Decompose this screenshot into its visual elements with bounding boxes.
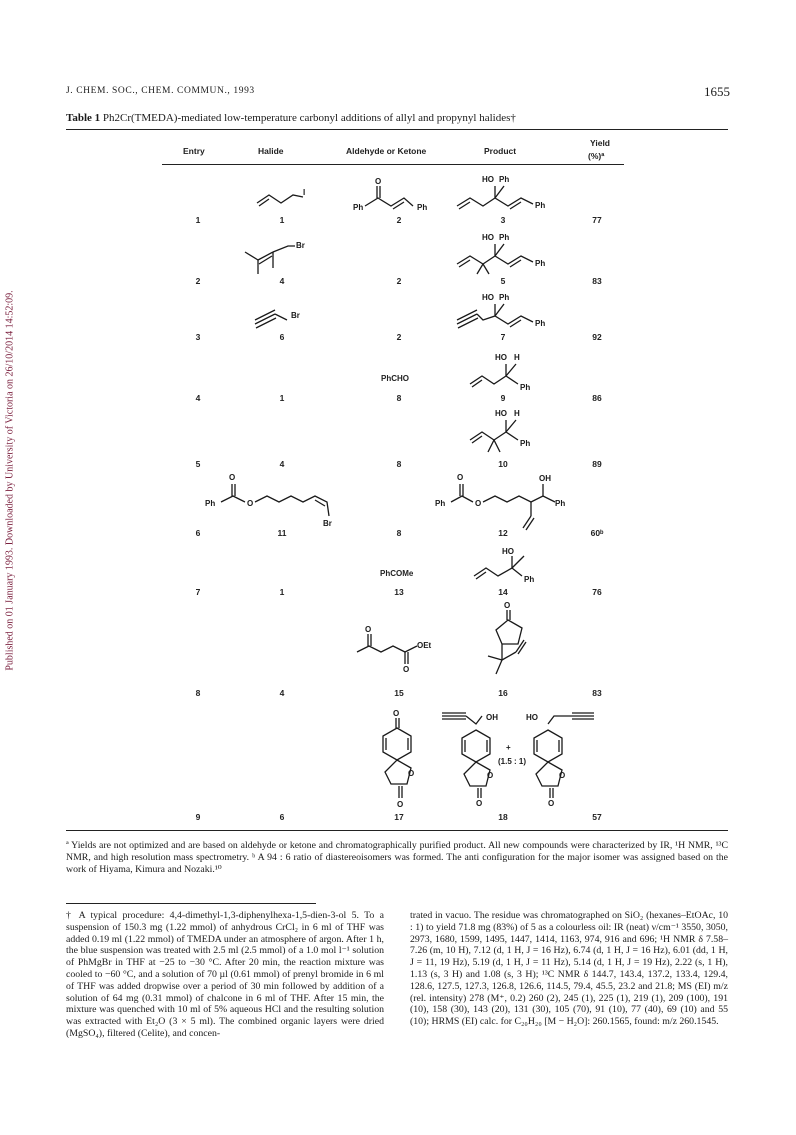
dienone-17-structure	[377, 708, 427, 813]
svg-text:Ph: Ph	[499, 175, 510, 184]
svg-text:I: I	[303, 188, 306, 197]
product-14-structure	[472, 542, 557, 587]
product-12-structure	[435, 472, 575, 534]
procedure-text-left: † A typical procedure: 4,4-dimethyl-1,3-diphenylhexa-1,5-dien-3-ol 5. To a suspension of 150.3 mg (1.22 mmol) of anhydrous CrCl₂ in 6 ml of THF was added 0.19 ml (1.22 mmol) of TMEDA under an atmosphere of argon. After 1 h, the blue suspension was treated with 2.5 ml (2.5 mmol) of a 1.0 mol l⁻¹ solution of PhMgBr in THF at −25 to −30 °C. After 20 min, the reaction mixture was cooled to −60 °C, and a solution of 70 µl (0.61 mmol) of prenyl bromide in 6 ml of THF was added dropwise over a period of 30 min followed by addition of a solution of 64 mg (0.31 mmol) of chalcone in 6 ml of THF. After 15 min, the mixture was quenched with 10 ml of 5% aqueous HCl and the resulting solution was extracted with Et₂O (3 × 5 ml). The combined organic layers were dried (MgSO₄), filtered (Celite), and concen-	[66, 910, 384, 1039]
row-7-entry: 7	[195, 587, 201, 597]
svg-text:O: O	[229, 473, 236, 482]
bromide-11-structure	[205, 472, 355, 537]
row-7-carbonyl: 13	[394, 587, 404, 597]
row-5-product: 10	[498, 459, 508, 469]
svg-text:HO: HO	[495, 353, 507, 362]
svg-text:HO: HO	[482, 233, 494, 242]
row-1-yield: 77	[592, 215, 602, 225]
row-3-entry: 3	[195, 332, 201, 342]
svg-text:HO: HO	[482, 175, 494, 184]
row-2-carbonyl: 2	[396, 276, 402, 286]
row-9-entry: 9	[195, 812, 201, 822]
row-1-entry: 1	[195, 215, 201, 225]
svg-text:O: O	[476, 799, 483, 808]
table-label: Table 1	[66, 112, 101, 124]
row-5-halide: 4	[279, 459, 285, 469]
header-halide: Halide	[258, 146, 284, 156]
row-5-entry: 5	[195, 459, 201, 469]
row-6-product: 12	[498, 528, 508, 538]
svg-text:O: O	[397, 800, 404, 809]
svg-text:O: O	[365, 625, 372, 634]
allyl-iodide-structure	[255, 183, 315, 213]
header-yield-unit: (%)ª	[588, 151, 605, 161]
header-rule	[162, 164, 624, 165]
svg-text:HO: HO	[482, 293, 494, 302]
running-head: J. CHEM. SOC., CHEM. COMMUN., 1993	[66, 86, 255, 96]
svg-text:O: O	[375, 177, 382, 186]
svg-text:(1.5 : 1): (1.5 : 1)	[498, 757, 527, 766]
product-9-structure	[468, 350, 553, 395]
procedure-column-right	[410, 910, 728, 1028]
ester-15-structure	[353, 622, 453, 672]
svg-text:HO: HO	[526, 713, 538, 722]
svg-text:Ph: Ph	[499, 233, 510, 242]
row-2-entry: 2	[195, 276, 201, 286]
row-8-yield: 83	[592, 688, 602, 698]
svg-text:H: H	[514, 409, 520, 418]
product-7-structure	[455, 290, 555, 335]
svg-text:O: O	[393, 709, 400, 718]
svg-text:H: H	[514, 353, 520, 362]
procedure-text-right: trated in vacuo. The residue was chromatographed on SiO₂ (hexanes–EtOAc, 10 : 1) to yield 71.8 mg (83%) of 5 as a colourless oil: IR (neat) ν/cm⁻¹ 3550, 3050, 2973, 1680, 1599, 1495, 1447, 1414, 1163, 974, 916 and 696; ¹H NMR δ 7.58–7.26 (m, 10 H), 7.12 (d, 1 H, J = 16 Hz), 6.74 (d, 1 H, J = 16 Hz), 6.01 (dd, 1 H, J = 11, 19 Hz), 5.19 (d, 1 H, J = 11 Hz), 5.14 (d, 1 H, J = 19 Hz), 2.22 (s, 1 H), 1.13 (s, 3 H) and 1.08 (s, 3 H); ¹³C NMR δ 144.7, 143.4, 137.2, 133.4, 129.4, 128.6, 127.5, 127.3, 126.8, 126.6, 114.5, 79.4, 45.5, 23.2 and 21.8; MS (EI) m/z (rel. intensity) 278 (M⁺, 0.2) 260 (2), 245 (1), 225 (1), 219 (1), 209 (100), 191 (10), 158 (30), 143 (20), 131 (30), 105 (70), 91 (10), 77 (40), 69 (10) and 55 (10); HRMS (EI) calc. for C₂₀H₂₀ [M − H₂O]: 260.1565, found: m/z 260.1545.	[410, 910, 728, 1028]
row-1-carbonyl: 2	[396, 215, 402, 225]
lactone-16-structure	[482, 600, 562, 680]
page-number: 1655	[704, 84, 730, 99]
svg-text:Ph: Ph	[524, 575, 535, 584]
product-3-structure	[455, 172, 555, 212]
row-8-halide: 4	[279, 688, 285, 698]
row-6-carbonyl: 8	[396, 528, 402, 538]
table-bottom-rule	[66, 830, 728, 831]
svg-text:O: O	[504, 601, 511, 610]
row-7-halide: 1	[279, 587, 285, 597]
row-7-yield: 76	[592, 587, 602, 597]
svg-text:O: O	[548, 799, 555, 808]
svg-text:Ph: Ph	[535, 319, 546, 328]
svg-text:OEt: OEt	[417, 641, 432, 650]
acetophenone-label: PhCOMe	[380, 569, 414, 578]
row-3-halide: 6	[279, 332, 285, 342]
row-4-halide: 1	[279, 393, 285, 403]
propargyl-bromide-structure	[253, 302, 313, 332]
table-title: Ph2Cr(TMEDA)-mediated low-temperature carbonyl additions of allyl and propynyl halides†	[102, 112, 516, 124]
row-8-entry: 8	[195, 688, 201, 698]
svg-text:O: O	[475, 499, 482, 508]
svg-text:Ph: Ph	[205, 499, 216, 508]
svg-text:Br: Br	[323, 519, 332, 528]
row-5-yield: 89	[592, 459, 602, 469]
row-6-halide: 11	[277, 528, 287, 538]
svg-text:Ph: Ph	[417, 203, 428, 212]
row-9-halide: 6	[279, 812, 285, 822]
table-caption	[66, 112, 516, 124]
svg-text:Ph: Ph	[353, 203, 364, 212]
benzaldehyde-label: PhCHO	[381, 374, 409, 383]
svg-text:O: O	[559, 771, 566, 780]
header-entry: Entry	[183, 146, 205, 156]
row-7-product: 14	[498, 587, 508, 597]
row-9-yield: 57	[592, 812, 602, 822]
row-4-product: 9	[500, 393, 506, 403]
product-10-structure	[468, 406, 553, 461]
row-5-carbonyl: 8	[396, 459, 402, 469]
product-18-structure	[442, 710, 602, 810]
row-9-carbonyl: 17	[394, 812, 404, 822]
chalcone-structure	[353, 176, 443, 216]
svg-text:O: O	[403, 665, 410, 674]
row-6-yield: 60ᵇ	[590, 528, 604, 538]
table-footnote: ª Yields are not optimized and are based on aldehyde or ketone and chromatographically purified product. All new compounds were characterized by IR, ¹H NMR, ¹³C NMR, and high resolution mass spectrometry. ᵇ A 94 : 6 ratio of diastereoisomers was formed. The anti configuration for the major isomer was assigned based on the work of Hiyama, Kimura and Nozaki.¹⁰	[66, 840, 728, 875]
svg-text:+: +	[506, 743, 511, 752]
svg-text:Ph: Ph	[520, 383, 531, 392]
header-product: Product	[484, 146, 517, 156]
svg-text:Ph: Ph	[555, 499, 566, 508]
row-3-product: 7	[500, 332, 506, 342]
procedure-column-left	[66, 910, 384, 1040]
download-note: Published on 01 January 1993. Downloaded by University of Victoria on 26/10/2014 14:52:09.	[4, 289, 16, 671]
svg-text:Ph: Ph	[499, 293, 510, 302]
svg-text:O: O	[247, 499, 254, 508]
svg-text:HO: HO	[502, 547, 514, 556]
svg-text:O: O	[457, 473, 464, 482]
svg-text:HO: HO	[495, 409, 507, 418]
row-1-product: 3	[500, 215, 506, 225]
row-2-halide: 4	[279, 276, 285, 286]
row-6-entry: 6	[195, 528, 201, 538]
row-4-carbonyl: 8	[396, 393, 402, 403]
svg-text:OH: OH	[486, 713, 498, 722]
row-9-product: 18	[498, 812, 508, 822]
svg-text:Ph: Ph	[435, 499, 446, 508]
svg-text:O: O	[487, 771, 494, 780]
prenyl-bromide-structure	[243, 240, 318, 280]
table-top-rule	[66, 129, 728, 130]
product-5-structure	[455, 230, 555, 275]
svg-text:OH: OH	[539, 474, 551, 483]
row-4-entry: 4	[195, 393, 201, 403]
row-4-yield: 86	[592, 393, 602, 403]
row-1-halide: 1	[279, 215, 285, 225]
svg-text:O: O	[408, 769, 415, 778]
row-8-product: 16	[498, 688, 508, 698]
svg-text:Ph: Ph	[535, 201, 546, 210]
footnote-rule	[66, 903, 316, 904]
svg-text:Ph: Ph	[520, 439, 531, 448]
row-8-carbonyl: 15	[394, 688, 404, 698]
row-3-yield: 92	[592, 332, 602, 342]
svg-text:Ph: Ph	[535, 259, 546, 268]
header-carbonyl: Aldehyde or Ketone	[346, 146, 427, 156]
row-2-product: 5	[500, 276, 506, 286]
svg-text:Br: Br	[291, 311, 300, 320]
download-watermark	[0, 270, 20, 690]
row-3-carbonyl: 2	[396, 332, 402, 342]
svg-text:Br: Br	[296, 241, 305, 250]
row-2-yield: 83	[592, 276, 602, 286]
header-yield: Yield	[590, 138, 610, 148]
